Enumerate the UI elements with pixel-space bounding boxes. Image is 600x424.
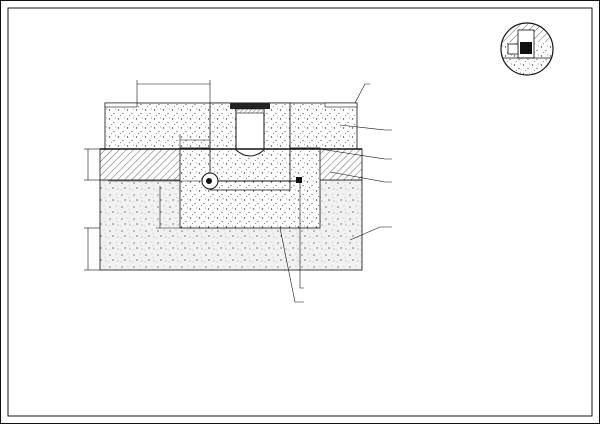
channel-grate [230,103,270,109]
section-a-detail [500,22,554,76]
cross-section [100,103,362,270]
